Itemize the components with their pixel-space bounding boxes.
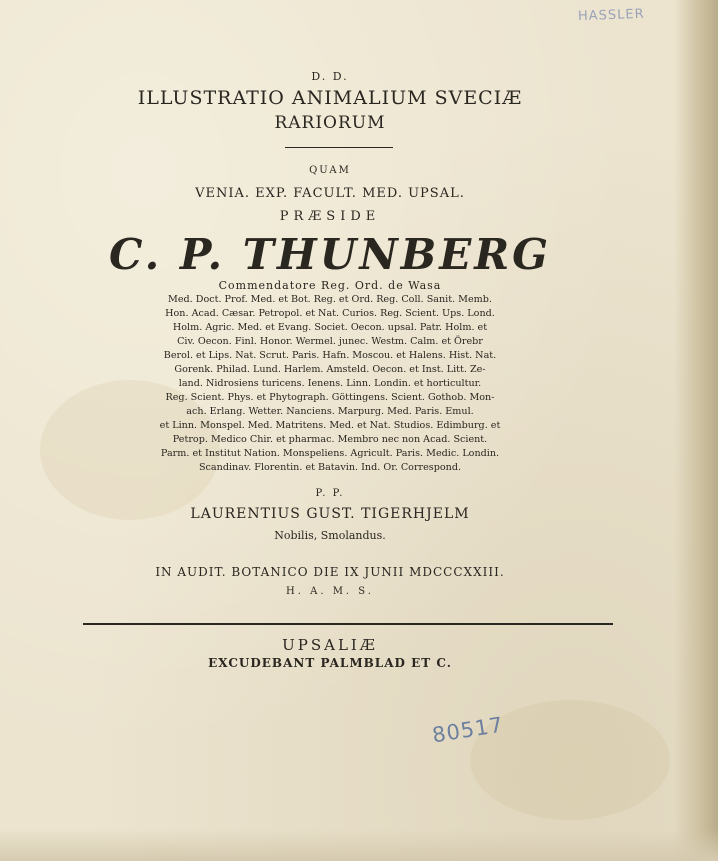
imprint-divider: [83, 623, 613, 625]
credential-line: Gorenk. Philad. Lund. Harlem. Amsteld. Oecon. et Inst. Litt. Ze-: [174, 364, 486, 375]
credential-line: et Linn. Monspel. Med. Matritens. Med. et Nat. Studios. Edimburg. et: [159, 420, 501, 431]
page-edge-shadow: [674, 0, 718, 861]
credential-line: ach. Erlang. Wetter. Nanciens. Marpurg. Med. Paris. Emul.: [186, 406, 474, 417]
defense-date: IN AUDIT. BOTANICO DIE IX JUNII MDCCCXXIII.: [155, 565, 505, 579]
credential-line: Berol. et Lips. Nat. Scrut. Paris. Hafn. Moscou. et Halens. Hist. Nat.: [163, 350, 497, 361]
credential-line: Parm. et Institut Nation. Monspeliens. Agricult. Paris. Medic. Londin.: [160, 448, 500, 459]
credential-line: Scandinav. Florentin. et Batavin. Ind. Or. Correspond.: [198, 462, 462, 473]
respondent-name: LAURENTIUS GUST. TIGERHJELM: [190, 506, 470, 522]
faculty-permission: VENIA. EXP. FACULT. MED. UPSAL.: [195, 186, 465, 201]
credential-line: Petrop. Medico Chir. et pharmac. Membro nec non Acad. Scient.: [172, 434, 488, 445]
credential-line: Civ. Oecon. Finl. Honor. Wermel. junec. Westm. Calm. et Örebr: [177, 336, 483, 347]
page-bottom-shadow: [0, 829, 718, 861]
imprint-place: UPSALIÆ: [282, 636, 378, 654]
credential-line: land. Nidrosiens turicens. Ienens. Linn. Londin. et horticultur.: [178, 378, 482, 389]
credential-line: Holm. Agric. Med. et Evang. Societ. Oecon. upsal. Patr. Holm. et: [172, 322, 488, 333]
credential-line: Med. Doct. Prof. Med. et Bot. Reg. et Ord. Reg. Coll. Sanit. Memb.: [168, 294, 492, 305]
title-line-1: ILLUSTRATIO ANIMALIUM SVECIÆ: [137, 87, 523, 109]
defense-hours: H. A. M. S.: [286, 586, 374, 597]
credential-line: Reg. Scient. Phys. et Phytograph. Göttingens. Scient. Gothob. Mon-: [165, 392, 495, 403]
title-divider: [285, 147, 393, 148]
dedication-dd: D. D.: [311, 70, 349, 83]
quam-text: QUAM: [309, 165, 351, 176]
respondent-subtitle: Nobilis, Smolandus.: [274, 529, 386, 542]
credential-line: Commendatore Reg. Ord. de Wasa: [218, 279, 442, 292]
catalogue-number: 80517: [430, 712, 506, 748]
credential-line: Hon. Acad. Cæsar. Petropol. et Nat. Curios. Reg. Scient. Ups. Lond.: [165, 308, 495, 319]
manuscript-corner-note: HASSLER: [577, 6, 645, 25]
title-line-2: RARIORUM: [274, 113, 386, 133]
praeside-label: PRÆSIDE: [279, 209, 381, 224]
imprint-printer: EXCUDEBANT PALMBLAD ET C.: [208, 656, 452, 670]
pp-label: P. P.: [315, 488, 345, 499]
praeses-name: C. P. THUNBERG: [108, 230, 552, 279]
